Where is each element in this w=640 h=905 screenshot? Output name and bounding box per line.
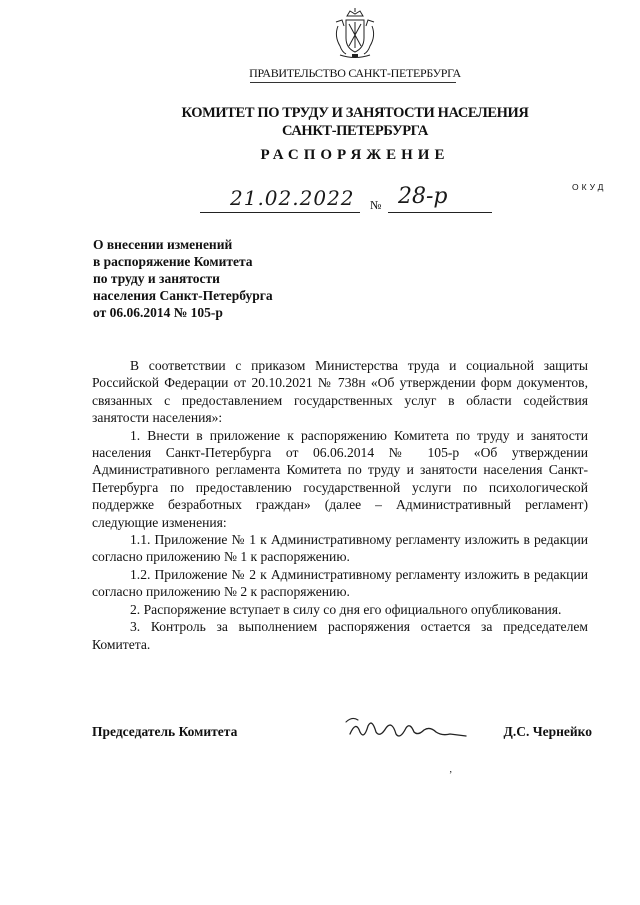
subject-line: населения Санкт-Петербурга [93, 288, 273, 303]
subject-line: в распоряжение Комитета [93, 254, 253, 269]
document-body [92, 357, 588, 653]
number-sign: № [370, 198, 382, 212]
body-paragraph: 1.1. Приложение № 1 к Административному регламенту изложить в редакции согласно приложению № 1 к распоряжению. [92, 532, 588, 565]
document-subject [93, 236, 333, 321]
subject-line: О внесении изменений [93, 237, 233, 252]
government-title: ПРАВИТЕЛЬСТВО САНКТ-ПЕТЕРБУРГА [249, 66, 461, 80]
date-underline [200, 212, 360, 213]
government-title-underline [250, 82, 456, 83]
committee-name [150, 104, 560, 140]
body-paragraph: 1. Внести в приложение к распоряжению Комитета по труду и занятости населения Санкт-Петербурга от 06.06.2014 № 105-р «Об утверждении Административного регламента Комитета по труду и занятости населения Санкт-Петербурга по предоставлению государственной услуги по психологической поддержке безработных граждан» (далее – Административный регламент) следующие изменения: [92, 427, 588, 530]
committee-name-line2: САНКТ-ПЕТЕРБУРГА [282, 123, 428, 139]
coat-of-arms-emblem [332, 8, 378, 60]
number-underline [388, 212, 492, 213]
document-type: РАСПОРЯЖЕНИЕ [260, 147, 450, 163]
signatory-name: Д.С. Чернейко [503, 724, 592, 739]
body-paragraph: В соответствии с приказом Министерства труда и социальной защиты Российской Федерации от 20.10.2021 № 738н «Об утверждении форм документов, связанных с предоставлением государственных услуг в области содействия занятости населения»: [92, 358, 588, 426]
handwritten-date: 21.02.2022 [230, 186, 355, 210]
okud-label: ОКУД [572, 182, 607, 192]
committee-name-line1: КОМИТЕТ ПО ТРУДУ И ЗАНЯТОСТИ НАСЕЛЕНИЯ [181, 105, 529, 121]
body-paragraph: 2. Распоряжение вступает в силу со дня его официального опубликования. [130, 601, 562, 617]
body-paragraph: 1.2. Приложение № 2 к Административному регламенту изложить в редакции согласно приложению № 2 к распоряжению. [92, 566, 588, 600]
handwritten-signature [342, 710, 472, 746]
body-paragraph: 3. Контроль за выполнением распоряжения остается за председателем Комитета. [92, 619, 588, 652]
subject-line: от 06.06.2014 № 105-р [93, 305, 223, 320]
signatory-position: Председатель Комитета [92, 724, 238, 739]
subject-line: по труду и занятости [93, 271, 220, 286]
signature-block [92, 722, 592, 746]
handwritten-number: 28-р [398, 184, 448, 209]
page-mark: ‚ [449, 764, 453, 775]
